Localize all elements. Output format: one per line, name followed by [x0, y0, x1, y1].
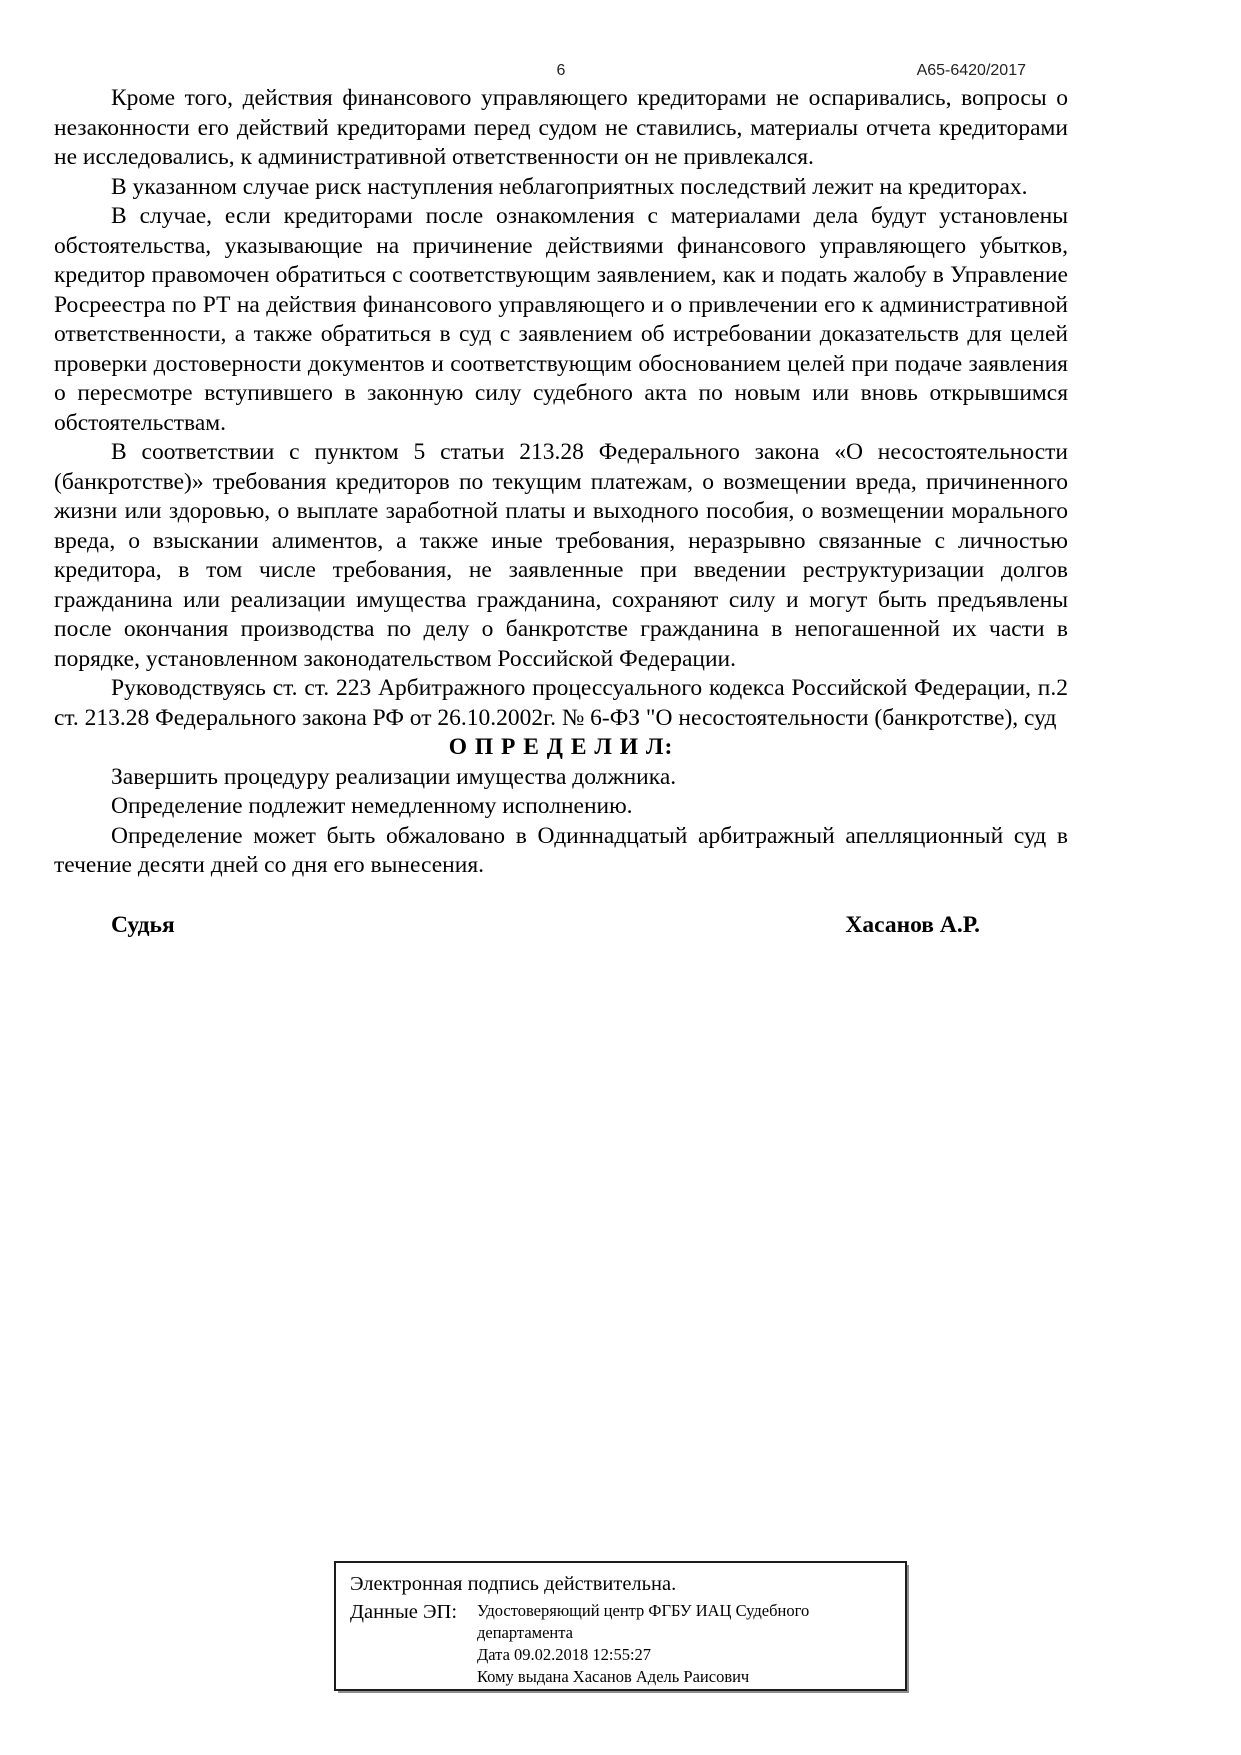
paragraph: В соответствии с пунктом 5 статьи 213.28 Федерального закона «О несостоятельности (банкротстве)» требования кредиторов по текущим платежам, о возмещении вреда, причиненного жизни или здоровью, о выплате заработной платы и выходного пособия, о возмещении морального вреда, о взыскании алиментов, а также иные требования, неразрывно связанные с личностью кредитора, в том числе требования, не заявленные при введении реструктуризации долгов гражданина или реализации имущества гражданина, сохраняют силу и могут быть предъявлены после окончания производства по делу о банкротстве гражданина в непогашенной их части в порядке, установленном законодательством Российской Федерации.: [54, 439, 1068, 672]
judge-name: Хасанов А.Р.: [845, 911, 980, 938]
paragraph: В указанном случае риск наступления неблагоприятных последствий лежит на кредиторах.: [111, 173, 1028, 200]
electronic-signature-box: [334, 1561, 907, 1691]
ruling-heading: О П Р Е Д Е Л И Л:: [448, 734, 674, 760]
signature-detail-line: Дата 09.02.2018 12:55:27: [477, 1645, 652, 1664]
page-header: [54, 62, 1068, 82]
signature-data-label: Данные ЭП:: [350, 1601, 458, 1623]
signature-data-row: [350, 1600, 895, 1688]
page-number: 6: [556, 62, 566, 79]
ruling-paragraph: Определение может быть обжаловано в Одиннадцатый арбитражный апелляционный суд в течение десяти дней со дня его вынесения.: [54, 822, 1068, 878]
judge-signature-row: [54, 911, 1068, 941]
signature-status: Электронная подпись действительна.: [350, 1573, 677, 1595]
paragraph: Руководствуясь ст. ст. 223 Арбитражного процессуального кодекса Российской Федерации, п.2 ст. 213.28 Федерального закона РФ от 26.10.2002г. № 6-ФЗ "О несостоятельности (банкротстве), суд: [54, 675, 1068, 731]
case-number: А65-6420/2017: [916, 62, 1026, 79]
judge-label: Судья: [111, 911, 175, 938]
signature-detail-line: Кому выдана Хасанов Адель Раисович: [477, 1667, 750, 1686]
signature-details: [477, 1600, 882, 1688]
paragraph: Кроме того, действия финансового управляющего кредиторами не оспаривались, вопросы о незаконности его действий кредиторами перед судом не ставились, материалы отчета кредиторами не исследовались, к административной ответственности он не привлекался.: [54, 85, 1068, 170]
document-body: [54, 84, 1068, 940]
signature-detail-line: Удостоверяющий центр ФГБУ ИАЦ Судебного департамента: [477, 1601, 810, 1642]
ruling-paragraph: Завершить процедуру реализации имущества должника.: [111, 763, 677, 790]
ruling-paragraph: Определение подлежит немедленному исполнению.: [111, 793, 633, 819]
paragraph: В случае, если кредиторами после ознакомления с материалами дела будут установлены обстоятельства, указывающие на причинение действиями финансового управляющего убытков, кредитор правомочен обратиться с соответствующим заявлением, как и подать жалобу в Управление Росреестра по РТ на действия финансового управляющего и о привлечении его к административной ответственности, а также обратиться в суд с заявлением об истребовании доказательств для целей проверки достоверности документов и соответствующим обоснованием целей при подаче заявления о пересмотре вступившего в законную силу судебного акта по новым или вновь открывшимся обстоятельствам.: [54, 203, 1068, 436]
